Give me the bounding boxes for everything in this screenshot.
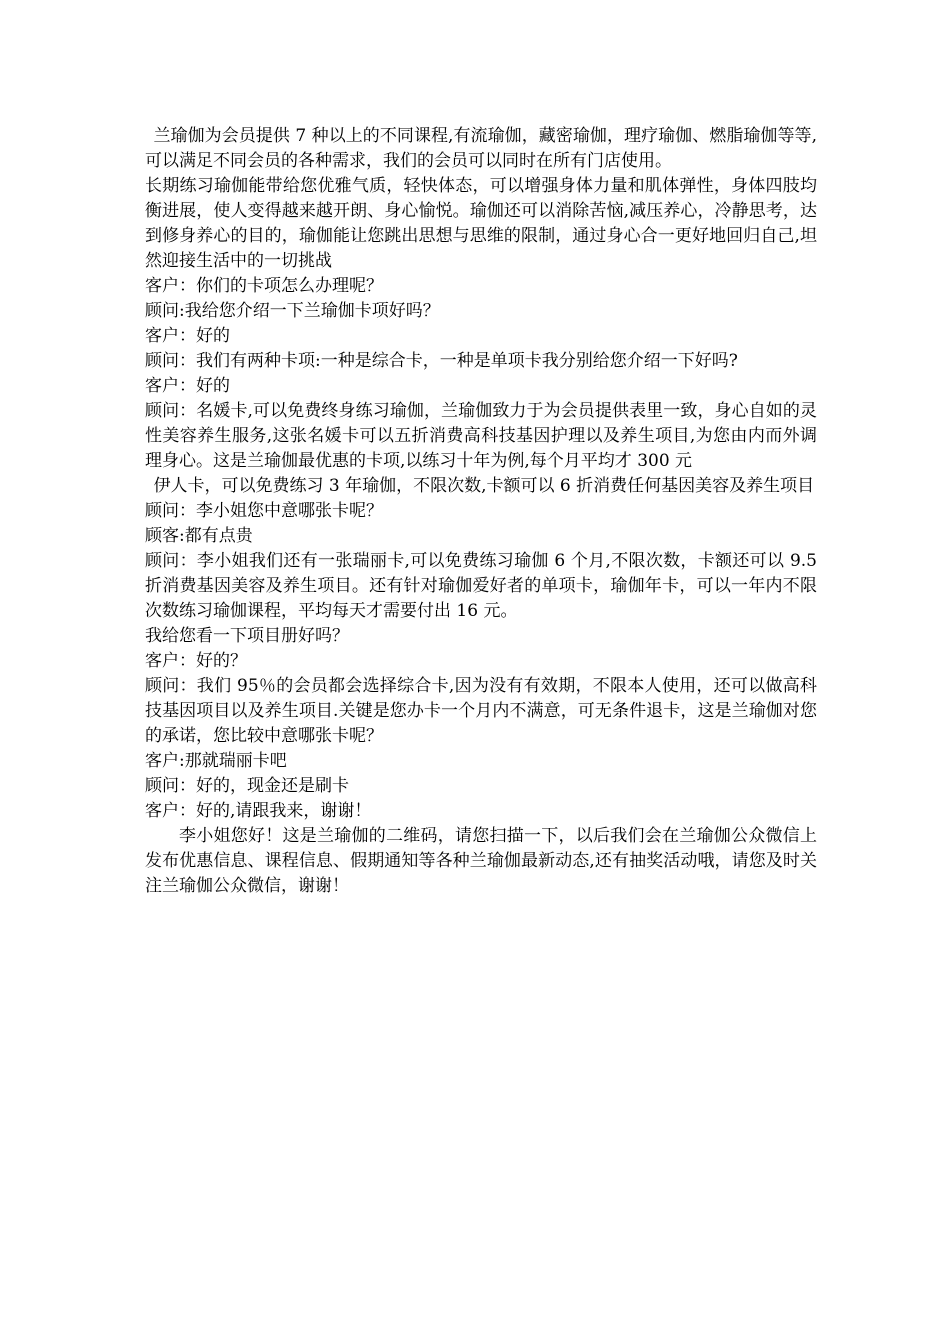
paragraph-yiren-card: 伊人卡，可以免费练习 3 年瑜伽，不限次数,卡额可以 6 折消费任何基因美容及养生项目 xyxy=(153,476,815,496)
dialogue-line: 顾问：李小姐您中意哪张卡呢？ xyxy=(145,501,383,521)
dialogue-line: 客户:那就瑞丽卡吧 xyxy=(145,751,287,771)
dialogue-line: 我给您看一下项目册好吗？ xyxy=(145,626,349,646)
dialogue-line: 顾问:我给您介绍一下兰瑜伽卡项好吗？ xyxy=(145,301,440,321)
dialogue-line: 客户：好的,请跟我来，谢谢！ xyxy=(145,801,372,821)
paragraph-benefits: 长期练习瑜伽能带给您优雅气质，轻快体态，可以增强身体力量和肌体弹性，身体四肢均衡进展，使人变得越来越开朗、身心愉悦。瑜伽还可以消除苦恼,减压养心，冷静思考，达到修身养心的目的，瑜伽能让您跳出思想与思维的限制，通过身心合一更好地回归自己,坦然迎接生活中的一切挑战 xyxy=(145,176,817,271)
dialogue-line: 顾问：好的，现金还是刷卡 xyxy=(145,776,349,796)
dialogue-line: 顾问：我们 95％的会员都会选择综合卡,因为没有有效期，不限本人使用，还可以做高科技基因项目以及养生项目.关键是您办卡一个月内不满意，可无条件退卡，这是兰瑜伽对您的承诺，您比较中意哪张卡呢？ xyxy=(145,676,817,746)
dialogue-line: 顾客:都有点贵 xyxy=(145,526,253,546)
paragraph-course-intro: 兰瑜伽为会员提供 7 种以上的不同课程,有流瑜伽，藏密瑜伽，理疗瑜伽、燃脂瑜伽等等,可以满足不同会员的各种需求，我们的会员可以同时在所有门店使用。 xyxy=(145,126,817,171)
dialogue-line: 客户：好的 xyxy=(145,326,230,346)
dialogue-line: 客户：你们的卡项怎么办理呢？ xyxy=(145,276,383,296)
document-body xyxy=(145,124,823,899)
dialogue-line: 客户：好的？ xyxy=(145,651,247,671)
dialogue-line: 顾问：我们有两种卡项:一种是综合卡，一种是单项卡我分别给您介绍一下好吗? xyxy=(145,351,738,371)
paragraph-qr-code: 李小姐您好！这是兰瑜伽的二维码，请您扫描一下，以后我们会在兰瑜伽公众微信上发布优惠信息、课程信息、假期通知等各种兰瑜伽最新动态,还有抽奖活动哦，请您及时关注兰瑜伽公众微信，谢谢！ xyxy=(145,826,817,896)
dialogue-line: 客户：好的 xyxy=(145,376,230,396)
dialogue-line: 顾问：名媛卡,可以免费终身练习瑜伽，兰瑜伽致力于为会员提供表里一致，身心自如的灵性美容养生服务,这张名媛卡可以五折消费高科技基因护理以及养生项目,为您由内而外调理身心。这是兰瑜伽最优惠的卡项,以练习十年为例,每个月平均才 300 元 xyxy=(145,401,817,471)
dialogue-line: 顾问：李小姐我们还有一张瑞丽卡,可以免费练习瑜伽 6 个月,不限次数，卡额还可以 9.5 折消费基因美容及养生项目。还有针对瑜伽爱好者的单项卡，瑜伽年卡，可以一年内不限次数练习瑜伽课程，平均每天才需要付出 16 元。 xyxy=(145,551,823,621)
